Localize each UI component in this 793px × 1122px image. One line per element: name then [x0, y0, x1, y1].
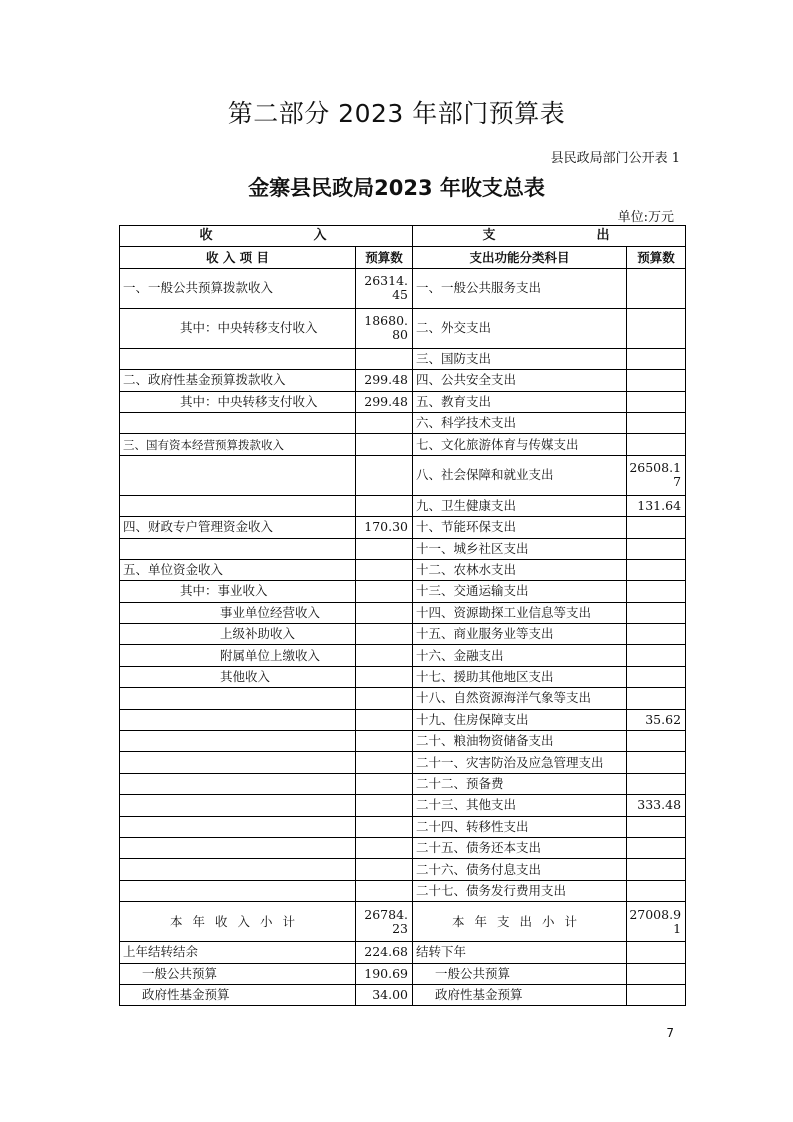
expense-value [627, 434, 686, 455]
income-item [120, 752, 356, 773]
income-item: 其中：事业收入 [120, 581, 356, 602]
income-value [356, 434, 413, 455]
expense-item: 二十五、债务还本支出 [413, 837, 627, 858]
expense-value: 333.48 [627, 795, 686, 816]
table-row [120, 348, 686, 369]
income-item: 其中：中央转移支付收入 [120, 391, 356, 412]
expense-item: 十二、农林水支出 [413, 559, 627, 580]
expense-value [627, 391, 686, 412]
expense-item: 结转下年 [413, 942, 627, 963]
expense-item: 八、社会保障和就业支出 [413, 455, 627, 495]
expense-value [627, 984, 686, 1005]
table-row [120, 517, 686, 538]
expense-item: 七、文化旅游体育与传媒支出 [413, 434, 627, 455]
income-value [356, 688, 413, 709]
income-item [120, 816, 356, 837]
expense-item: 一般公共预算 [413, 963, 627, 984]
income-value [356, 731, 413, 752]
expense-value [627, 816, 686, 837]
income-item: 事业单位经营收入 [120, 602, 356, 623]
income-item [120, 880, 356, 901]
income-value [356, 645, 413, 666]
income-item [120, 773, 356, 794]
part-title: 第二部分 2023 年部门预算表 [227, 99, 566, 128]
income-value [356, 602, 413, 623]
table-row [120, 538, 686, 559]
income-value [356, 752, 413, 773]
income-item: 三、国有资本经营预算拨款收入 [120, 434, 356, 455]
income-item [120, 455, 356, 495]
income-value: 34.00 [356, 984, 413, 1005]
expense-value [627, 602, 686, 623]
expense-value [627, 688, 686, 709]
income-subtotal-label: 本年收入小计 [120, 902, 356, 942]
expense-value [627, 559, 686, 580]
income-value [356, 455, 413, 495]
income-value [356, 538, 413, 559]
table-row [120, 773, 686, 794]
table-row [120, 645, 686, 666]
expense-section-header: 支 出 [413, 226, 686, 247]
expense-value [627, 370, 686, 391]
table-row [120, 624, 686, 645]
expense-value [627, 731, 686, 752]
income-item: 二、政府性基金预算拨款收入 [120, 370, 356, 391]
income-value [356, 348, 413, 369]
expense-item: 五、教育支出 [413, 391, 627, 412]
income-item: 一般公共预算 [120, 963, 356, 984]
income-item [120, 795, 356, 816]
table-row [120, 495, 686, 516]
income-item: 附属单位上缴收入 [120, 645, 356, 666]
income-item [120, 731, 356, 752]
budget-summary-table [119, 225, 686, 1006]
expense-value [627, 624, 686, 645]
income-value [356, 581, 413, 602]
income-value: 299.48 [356, 391, 413, 412]
expense-value [627, 517, 686, 538]
expense-item: 一、一般公共服务支出 [413, 268, 627, 308]
income-item [120, 709, 356, 730]
income-value [356, 709, 413, 730]
carryover-row [120, 984, 686, 1005]
expense-value: 26508.17 [627, 455, 686, 495]
expense-value [627, 666, 686, 687]
expense-item: 十六、金融支出 [413, 645, 627, 666]
table-row [120, 666, 686, 687]
expense-value: 131.64 [627, 495, 686, 516]
table-row [120, 308, 686, 348]
income-value: 18680.80 [356, 308, 413, 348]
table-id: 县民政局部门公开表 1 [550, 151, 680, 166]
expense-item: 十三、交通运输支出 [413, 581, 627, 602]
income-item: 上年结转结余 [120, 942, 356, 963]
income-value [356, 624, 413, 645]
expense-subtotal-value: 27008.91 [627, 902, 686, 942]
table-row [120, 559, 686, 580]
expense-item-header: 支出功能分类科目 [413, 247, 627, 268]
expense-subtotal-label: 本年支出小计 [413, 902, 627, 942]
income-value: 224.68 [356, 942, 413, 963]
income-value [356, 559, 413, 580]
table-row [120, 581, 686, 602]
expense-value [627, 538, 686, 559]
income-item [120, 495, 356, 516]
expense-item: 十五、商业服务业等支出 [413, 624, 627, 645]
expense-value [627, 942, 686, 963]
income-value [356, 666, 413, 687]
income-item [120, 348, 356, 369]
expense-value [627, 645, 686, 666]
carryover-row [120, 963, 686, 984]
expense-item: 十、节能环保支出 [413, 517, 627, 538]
expense-budget-header: 预算数 [627, 247, 686, 268]
income-value [356, 412, 413, 433]
table-row [120, 859, 686, 880]
table-row [120, 837, 686, 858]
expense-item: 政府性基金预算 [413, 984, 627, 1005]
income-item [120, 688, 356, 709]
table-row [120, 752, 686, 773]
expense-value [627, 348, 686, 369]
expense-value [627, 963, 686, 984]
expense-value [627, 859, 686, 880]
header-row-columns [120, 247, 686, 268]
income-value [356, 880, 413, 901]
income-item [120, 859, 356, 880]
expense-value: 35.62 [627, 709, 686, 730]
income-item: 四、财政专户管理资金收入 [120, 517, 356, 538]
expense-item: 十七、援助其他地区支出 [413, 666, 627, 687]
expense-value [627, 752, 686, 773]
expense-item: 十八、自然资源海洋气象等支出 [413, 688, 627, 709]
expense-item: 二十一、灾害防治及应急管理支出 [413, 752, 627, 773]
table-row [120, 268, 686, 308]
table-row [120, 731, 686, 752]
expense-value [627, 412, 686, 433]
table-row [120, 434, 686, 455]
income-item: 一、一般公共预算拨款收入 [120, 268, 356, 308]
income-item [120, 837, 356, 858]
income-item [120, 538, 356, 559]
table-row [120, 391, 686, 412]
expense-item: 二十二、预备费 [413, 773, 627, 794]
table-row [120, 816, 686, 837]
table-row [120, 688, 686, 709]
subtotal-row [120, 902, 686, 942]
expense-item: 三、国防支出 [413, 348, 627, 369]
carryover-row [120, 942, 686, 963]
income-item: 其他收入 [120, 666, 356, 687]
income-value: 190.69 [356, 963, 413, 984]
expense-item: 二、外交支出 [413, 308, 627, 348]
table-title: 金寨县民政局2023 年收支总表 [248, 176, 545, 200]
page-number: 7 [666, 1026, 674, 1040]
expense-value [627, 880, 686, 901]
income-item: 五、单位资金收入 [120, 559, 356, 580]
expense-item: 二十四、转移性支出 [413, 816, 627, 837]
expense-item: 十四、资源勘探工业信息等支出 [413, 602, 627, 623]
income-item: 政府性基金预算 [120, 984, 356, 1005]
income-section-header: 收 入 [120, 226, 413, 247]
table-row [120, 795, 686, 816]
expense-item: 六、科学技术支出 [413, 412, 627, 433]
table-row [120, 370, 686, 391]
income-value [356, 795, 413, 816]
income-value [356, 837, 413, 858]
income-item [120, 412, 356, 433]
expense-value [627, 308, 686, 348]
expense-item: 四、公共安全支出 [413, 370, 627, 391]
expense-value [627, 581, 686, 602]
expense-item: 二十六、债务付息支出 [413, 859, 627, 880]
income-value [356, 816, 413, 837]
income-item-header: 收 入 项 目 [120, 247, 356, 268]
expense-item: 九、卫生健康支出 [413, 495, 627, 516]
income-item: 上级补助收入 [120, 624, 356, 645]
table-row [120, 602, 686, 623]
income-value: 299.48 [356, 370, 413, 391]
expense-value [627, 268, 686, 308]
expense-item: 十九、住房保障支出 [413, 709, 627, 730]
income-value: 26314.45 [356, 268, 413, 308]
income-item: 其中：中央转移支付收入 [120, 308, 356, 348]
table-row [120, 455, 686, 495]
expense-value [627, 837, 686, 858]
unit-label: 单位:万元 [617, 210, 674, 225]
income-value [356, 773, 413, 794]
income-value: 170.30 [356, 517, 413, 538]
expense-item: 二十、粮油物资储备支出 [413, 731, 627, 752]
income-subtotal-value: 26784.23 [356, 902, 413, 942]
expense-item: 十一、城乡社区支出 [413, 538, 627, 559]
income-value [356, 859, 413, 880]
income-budget-header: 预算数 [356, 247, 413, 268]
expense-item: 二十七、债务发行费用支出 [413, 880, 627, 901]
income-value [356, 495, 413, 516]
table-row [120, 880, 686, 901]
table-row [120, 709, 686, 730]
expense-value [627, 773, 686, 794]
header-row-sections [120, 226, 686, 247]
table-row [120, 412, 686, 433]
expense-item: 二十三、其他支出 [413, 795, 627, 816]
